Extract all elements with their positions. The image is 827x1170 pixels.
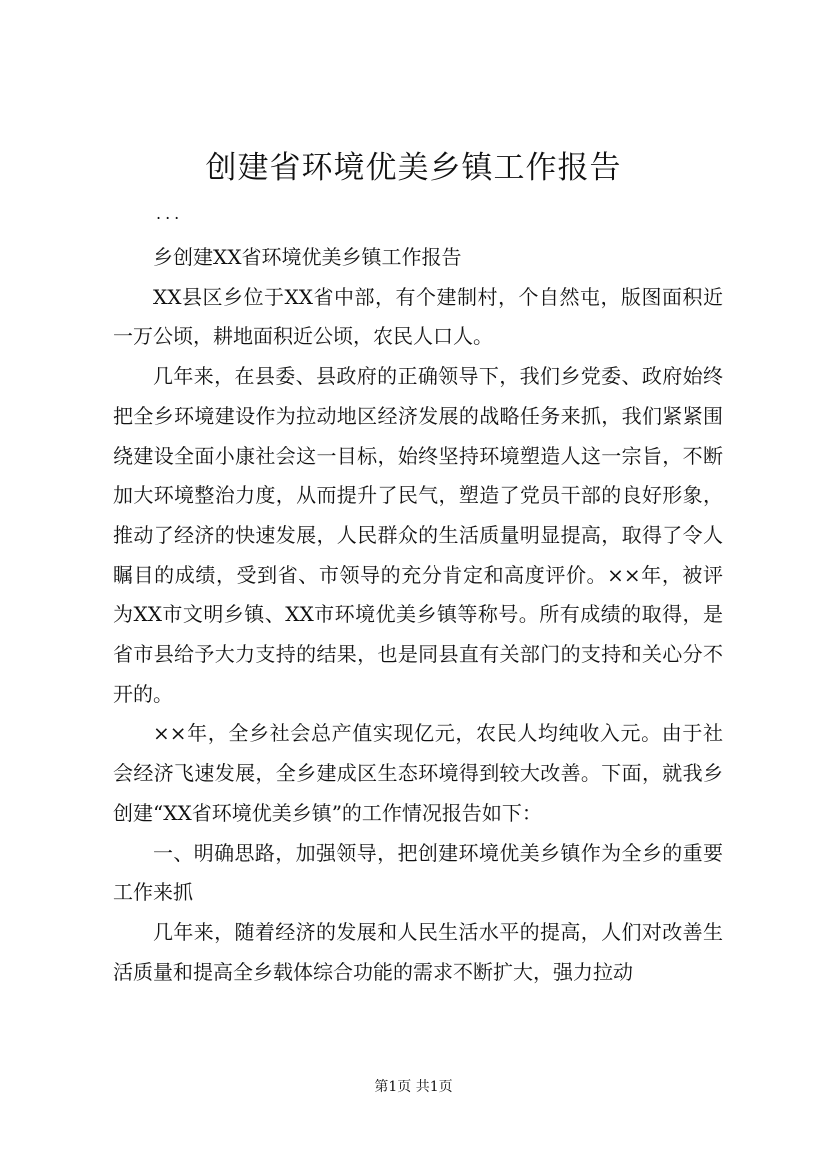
paragraph-overview: XX县区乡位于XX省中部，有个建制村，个自然屯，版图面积近一万公顷，耕地面积近公顷，农民人口人。 [113, 284, 723, 349]
page-footer: 第1页 共1页 [374, 1079, 453, 1095]
ellipsis-marker: ... [156, 204, 184, 223]
paragraph-heading: 乡创建XX省环境优美乡镇工作报告 [153, 245, 462, 269]
paragraph-section-1: 几年来，随着经济的发展和人民生活水平的提高，人们对改善生活质量和提高全乡载体综合功能的需求不断扩大，强力拉动 [113, 919, 723, 984]
section-heading-1: 一、明确思路，加强领导，把创建环境优美乡镇作为全乡的重要工作来抓 [113, 840, 723, 905]
paragraph-economy: ××年，全乡社会总产值实现亿元，农民人均纯收入元。由于社会经济飞速发展，全乡建成区生态环境得到较大改善。下面，就我乡创建“XX省环境优美乡镇”的工作情况报告如下： [113, 721, 723, 825]
document-title: 创建省环境优美乡镇工作报告 [205, 150, 622, 186]
document-body [113, 238, 723, 992]
paragraph-achievements: 几年来，在县委、县政府的正确领导下，我们乡党委、政府始终把全乡环境建设作为拉动地区经济发展的战略任务来抓，我们紧紧围绕建设全面小康社会这一目标，始终坚持环境塑造人这一宗旨，不断加大环境整治力度，从而提升了民气，塑造了党员干部的良好形象，推动了经济的快速发展，人民群众的生活质量明显提高，取得了令人瞩目的成绩，受到省、市领导的充分肯定和高度评价。××年，被评为XX市文明乡镇、XX市环境优美乡镇等称号。所有成绩的取得，是省市县给予大力支持的结果，也是同县直有关部门的支持和关心分不开的。 [113, 364, 723, 706]
